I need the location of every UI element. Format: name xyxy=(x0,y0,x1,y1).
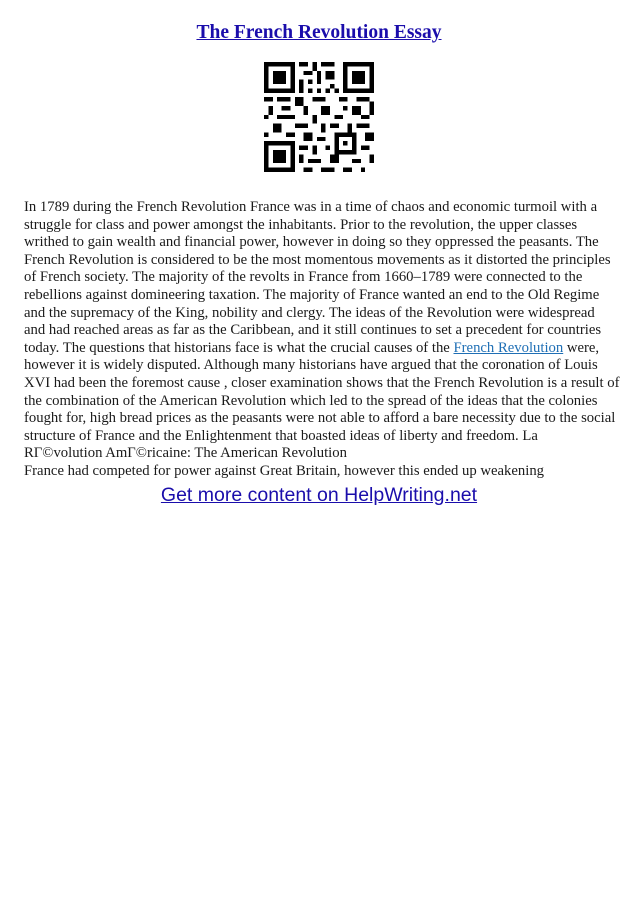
essay-line: and the supremacy of the King, nobility and clergy. The ideas of the Revolution were widespread xyxy=(24,304,595,321)
essay-line: rebellions against domineering taxation. The majority of France wanted an end to the Old Regime xyxy=(24,286,600,303)
essay-line: In 1789 during the French Revolution France was in a time of chaos and economic turmoil with a xyxy=(24,199,598,215)
get-more-content-link[interactable]: Get more content on HelpWriting.net xyxy=(160,484,478,506)
essay-line: struggle for class and power amongst the inhabitants. Prior to the revolution, the upper classes xyxy=(24,216,578,233)
essay-line: French Revolution is considered to be the most momentous movements as it distorted the principles xyxy=(24,251,611,268)
essay-line: fought for, high bread prices as the peasants were not able to afford a bare necessity due to the social xyxy=(24,410,616,427)
essay-line-text: were, xyxy=(563,339,600,356)
essay-line xyxy=(24,340,620,358)
essay-line: writhed to gain wealth and financial power, however in doing so they oppressed the peasants. The xyxy=(24,234,599,251)
essay-line: structure of France and the Enlightenment that boasted ideas of liberty and freedom. La xyxy=(24,427,538,444)
essay-line: and had reached areas as far as the Caribbean, and it still continues to set a precedent for countries xyxy=(24,322,602,339)
essay-body xyxy=(24,199,620,481)
essay-line: France had competed for power against Great Britain, however this ended up weakening xyxy=(24,462,545,479)
essay-line: XVI had been the foremost cause , closer examination shows that the French Revolution is a result of xyxy=(24,374,620,391)
essay-line-text: today. The questions that historians face is what the crucial causes of the xyxy=(24,339,454,356)
qr-code-icon xyxy=(264,62,374,172)
essay-line: of French society. The majority of the revolts in France from 1660–1789 were connected to the xyxy=(24,269,583,286)
french-revolution-link[interactable]: French Revolution xyxy=(453,339,564,356)
document-title[interactable]: The French Revolution Essay xyxy=(196,22,442,43)
essay-line: however it is widely disputed. Although many historians have argued that the coronation of Louis xyxy=(24,357,598,374)
essay-line: RΓ©volution AmΓ©ricaine: The American Revolution xyxy=(24,445,347,462)
essay-line: the combination of the American Revolution which led to the spread of the ideas that the colonies xyxy=(24,392,598,409)
